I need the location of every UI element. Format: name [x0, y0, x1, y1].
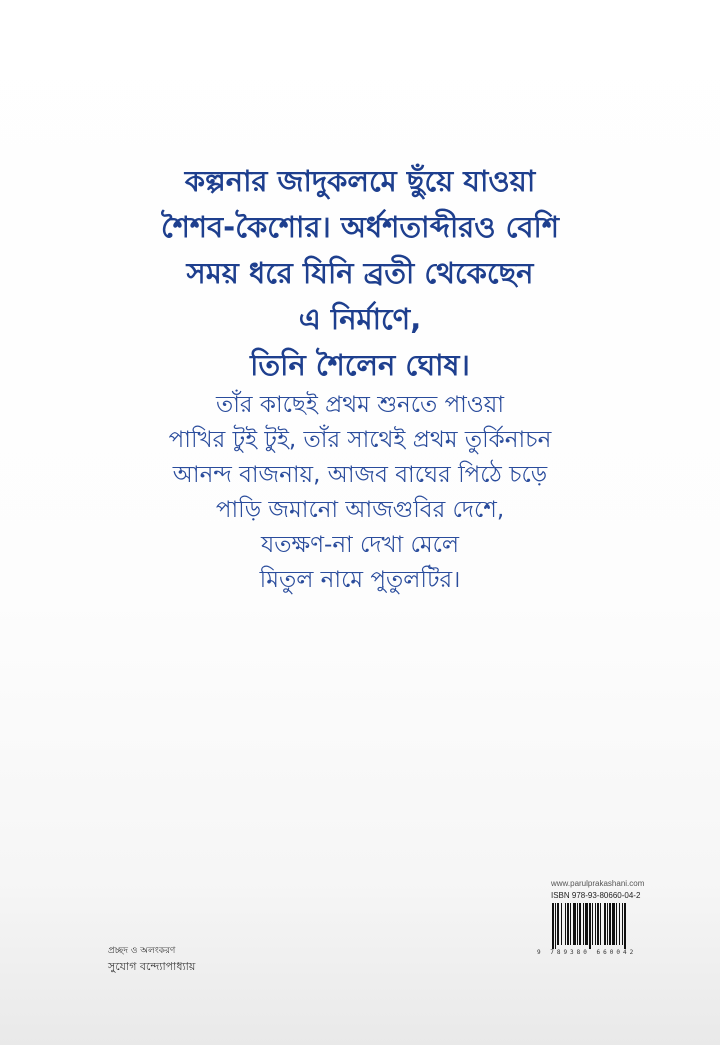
barcode-bar — [612, 903, 615, 945]
barcode-bar — [595, 903, 596, 945]
barcode-bar — [557, 903, 559, 945]
barcode-bar — [570, 903, 571, 945]
barcode-bar — [597, 903, 599, 945]
blurb-bold-line: তিনি শৈলেন ঘোষ। — [250, 348, 470, 382]
barcode-bar — [619, 903, 620, 945]
blurb-line: পাখির টুই টুই, তাঁর সাথেই প্রথম তুর্কিনাচন — [168, 427, 552, 453]
cover-credits — [108, 944, 195, 976]
barcode-bar — [607, 903, 608, 945]
blurb-line: যতক্ষণ-না দেখা মেলে — [260, 532, 460, 558]
barcode-bar — [579, 903, 581, 945]
publisher-block — [537, 878, 661, 956]
blurb-bold-line: এ নির্মাণে, — [298, 302, 422, 336]
barcode-bar — [577, 903, 578, 945]
blurb-line: আনন্দ বাজনায়, আজব বাঘের পিঠে চড়ে — [172, 462, 548, 488]
barcode-bar — [604, 903, 606, 945]
barcode-bar — [583, 903, 584, 945]
blurb-line: পাড়ি জমানো আজগুবির দেশে, — [215, 497, 505, 523]
barcode-bar — [592, 903, 593, 945]
credit-name: সুযোগ বন্দ্যোপাধ্যায় — [108, 960, 196, 973]
blurb-bold-paragraph — [0, 158, 720, 388]
blurb-bold-line: শৈশব-কৈশোর। অর্ধশতাব্দীরও বেশি — [161, 210, 559, 244]
barcode-bar — [589, 903, 591, 949]
barcode-digits: 9 789380 660042 — [537, 949, 637, 956]
barcode-bar — [552, 903, 554, 949]
credit-role: প্রচ্ছদ ও অলংকরণ — [108, 946, 176, 956]
barcode-bar — [616, 903, 617, 945]
barcode-bar — [565, 903, 566, 945]
blurb-regular-paragraph — [0, 388, 720, 598]
barcode-bar — [609, 903, 611, 945]
barcode-bar — [600, 903, 601, 945]
blurb-line: তাঁর কাছেই প্রথম শুনতে পাওয়া — [215, 392, 505, 418]
blurb-bold-line: কল্পনার জাদুকলমে ছুঁয়ে যাওয়া — [184, 164, 536, 198]
publisher-website: www.parulprakashani.com — [551, 879, 645, 888]
barcode-bar — [573, 903, 576, 945]
barcode-bar — [622, 903, 623, 945]
barcode-bar — [561, 903, 562, 945]
blurb-bold-line: সময় ধরে যিনি ব্রতী থেকেছেন — [186, 256, 534, 290]
barcode-bar — [585, 903, 588, 945]
barcode-bar — [624, 903, 626, 949]
barcode — [551, 903, 657, 949]
barcode-bar — [567, 903, 569, 945]
blurb-line: মিতুল নামে পুতুলটির। — [259, 567, 461, 593]
barcode-bar — [555, 903, 556, 949]
isbn-number: ISBN 978-93-80660-04-2 — [551, 891, 641, 900]
